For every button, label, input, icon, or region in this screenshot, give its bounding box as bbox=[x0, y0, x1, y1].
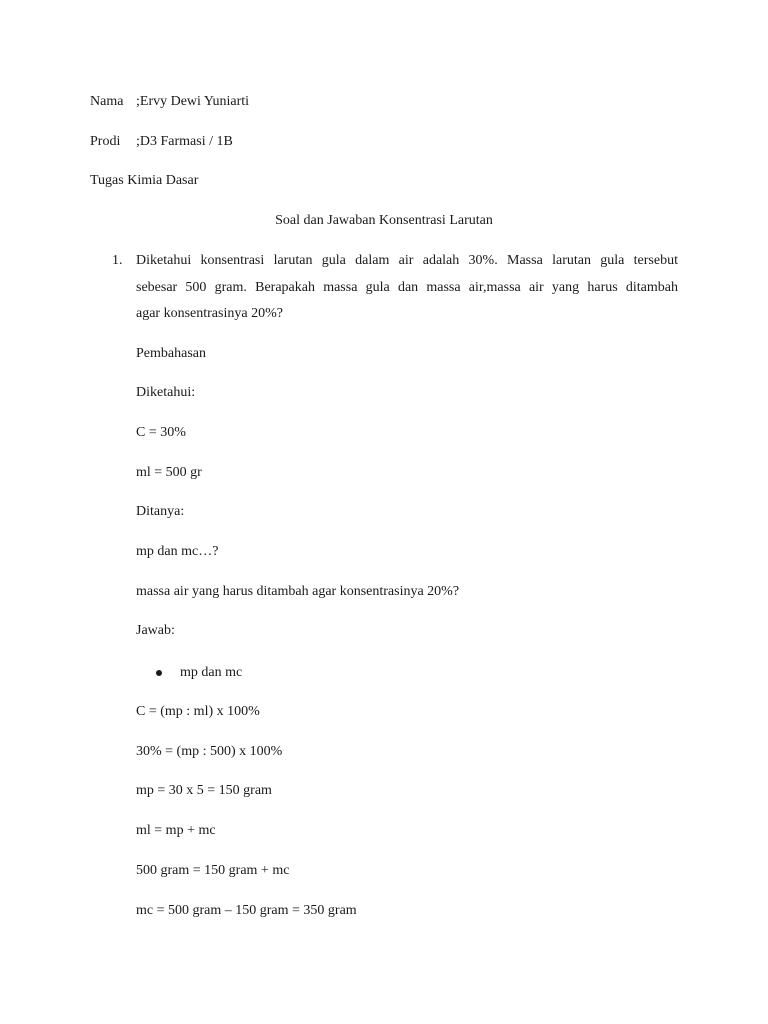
step-2: 30% = (mp : 500) x 100% bbox=[136, 744, 283, 759]
jawab-label: Jawab: bbox=[136, 623, 175, 638]
diketahui-label: Diketahui: bbox=[136, 385, 196, 400]
asked-1: mp dan mc…? bbox=[136, 544, 219, 559]
pembahasan-heading: Pembahasan bbox=[136, 346, 206, 361]
prodi-label: Prodi bbox=[90, 134, 121, 149]
asked-2: massa air yang harus ditambah agar konsentrasinya 20%? bbox=[136, 584, 460, 599]
name-value: ;Ervy Dewi Yuniarti bbox=[136, 94, 250, 109]
step-5: 500 gram = 150 gram + mc bbox=[136, 863, 290, 878]
course-title: Tugas Kimia Dasar bbox=[90, 173, 199, 188]
question-line-2: sebesar 500 gram. Berapakah massa gula dan massa air,massa air yang harus ditambah bbox=[136, 280, 678, 295]
step-6: mc = 500 gram – 150 gram = 350 gram bbox=[136, 903, 357, 918]
prodi-row bbox=[90, 133, 233, 151]
bullet-text: mp dan mc bbox=[180, 665, 243, 680]
question-line-1: Diketahui konsentrasi larutan gula dalam air adalah 30%. Massa larutan gula tersebut bbox=[136, 253, 678, 268]
step-3: mp = 30 x 5 = 150 gram bbox=[136, 783, 272, 798]
step-1: C = (mp : ml) x 100% bbox=[136, 704, 260, 719]
question-line-3: agar konsentrasinya 20%? bbox=[136, 306, 283, 321]
document-title: Soal dan Jawaban Konsentrasi Larutan bbox=[275, 213, 493, 228]
prodi-value: ;D3 Farmasi / 1B bbox=[136, 134, 233, 149]
question-number: 1. bbox=[112, 253, 123, 268]
ditanya-label: Ditanya: bbox=[136, 504, 185, 519]
step-4: ml = mp + mc bbox=[136, 823, 216, 838]
given-mass: ml = 500 gr bbox=[136, 465, 202, 480]
name-label: Nama bbox=[90, 94, 124, 109]
bullet-icon bbox=[156, 670, 162, 676]
given-concentration: C = 30% bbox=[136, 425, 186, 440]
name-row bbox=[90, 93, 249, 111]
